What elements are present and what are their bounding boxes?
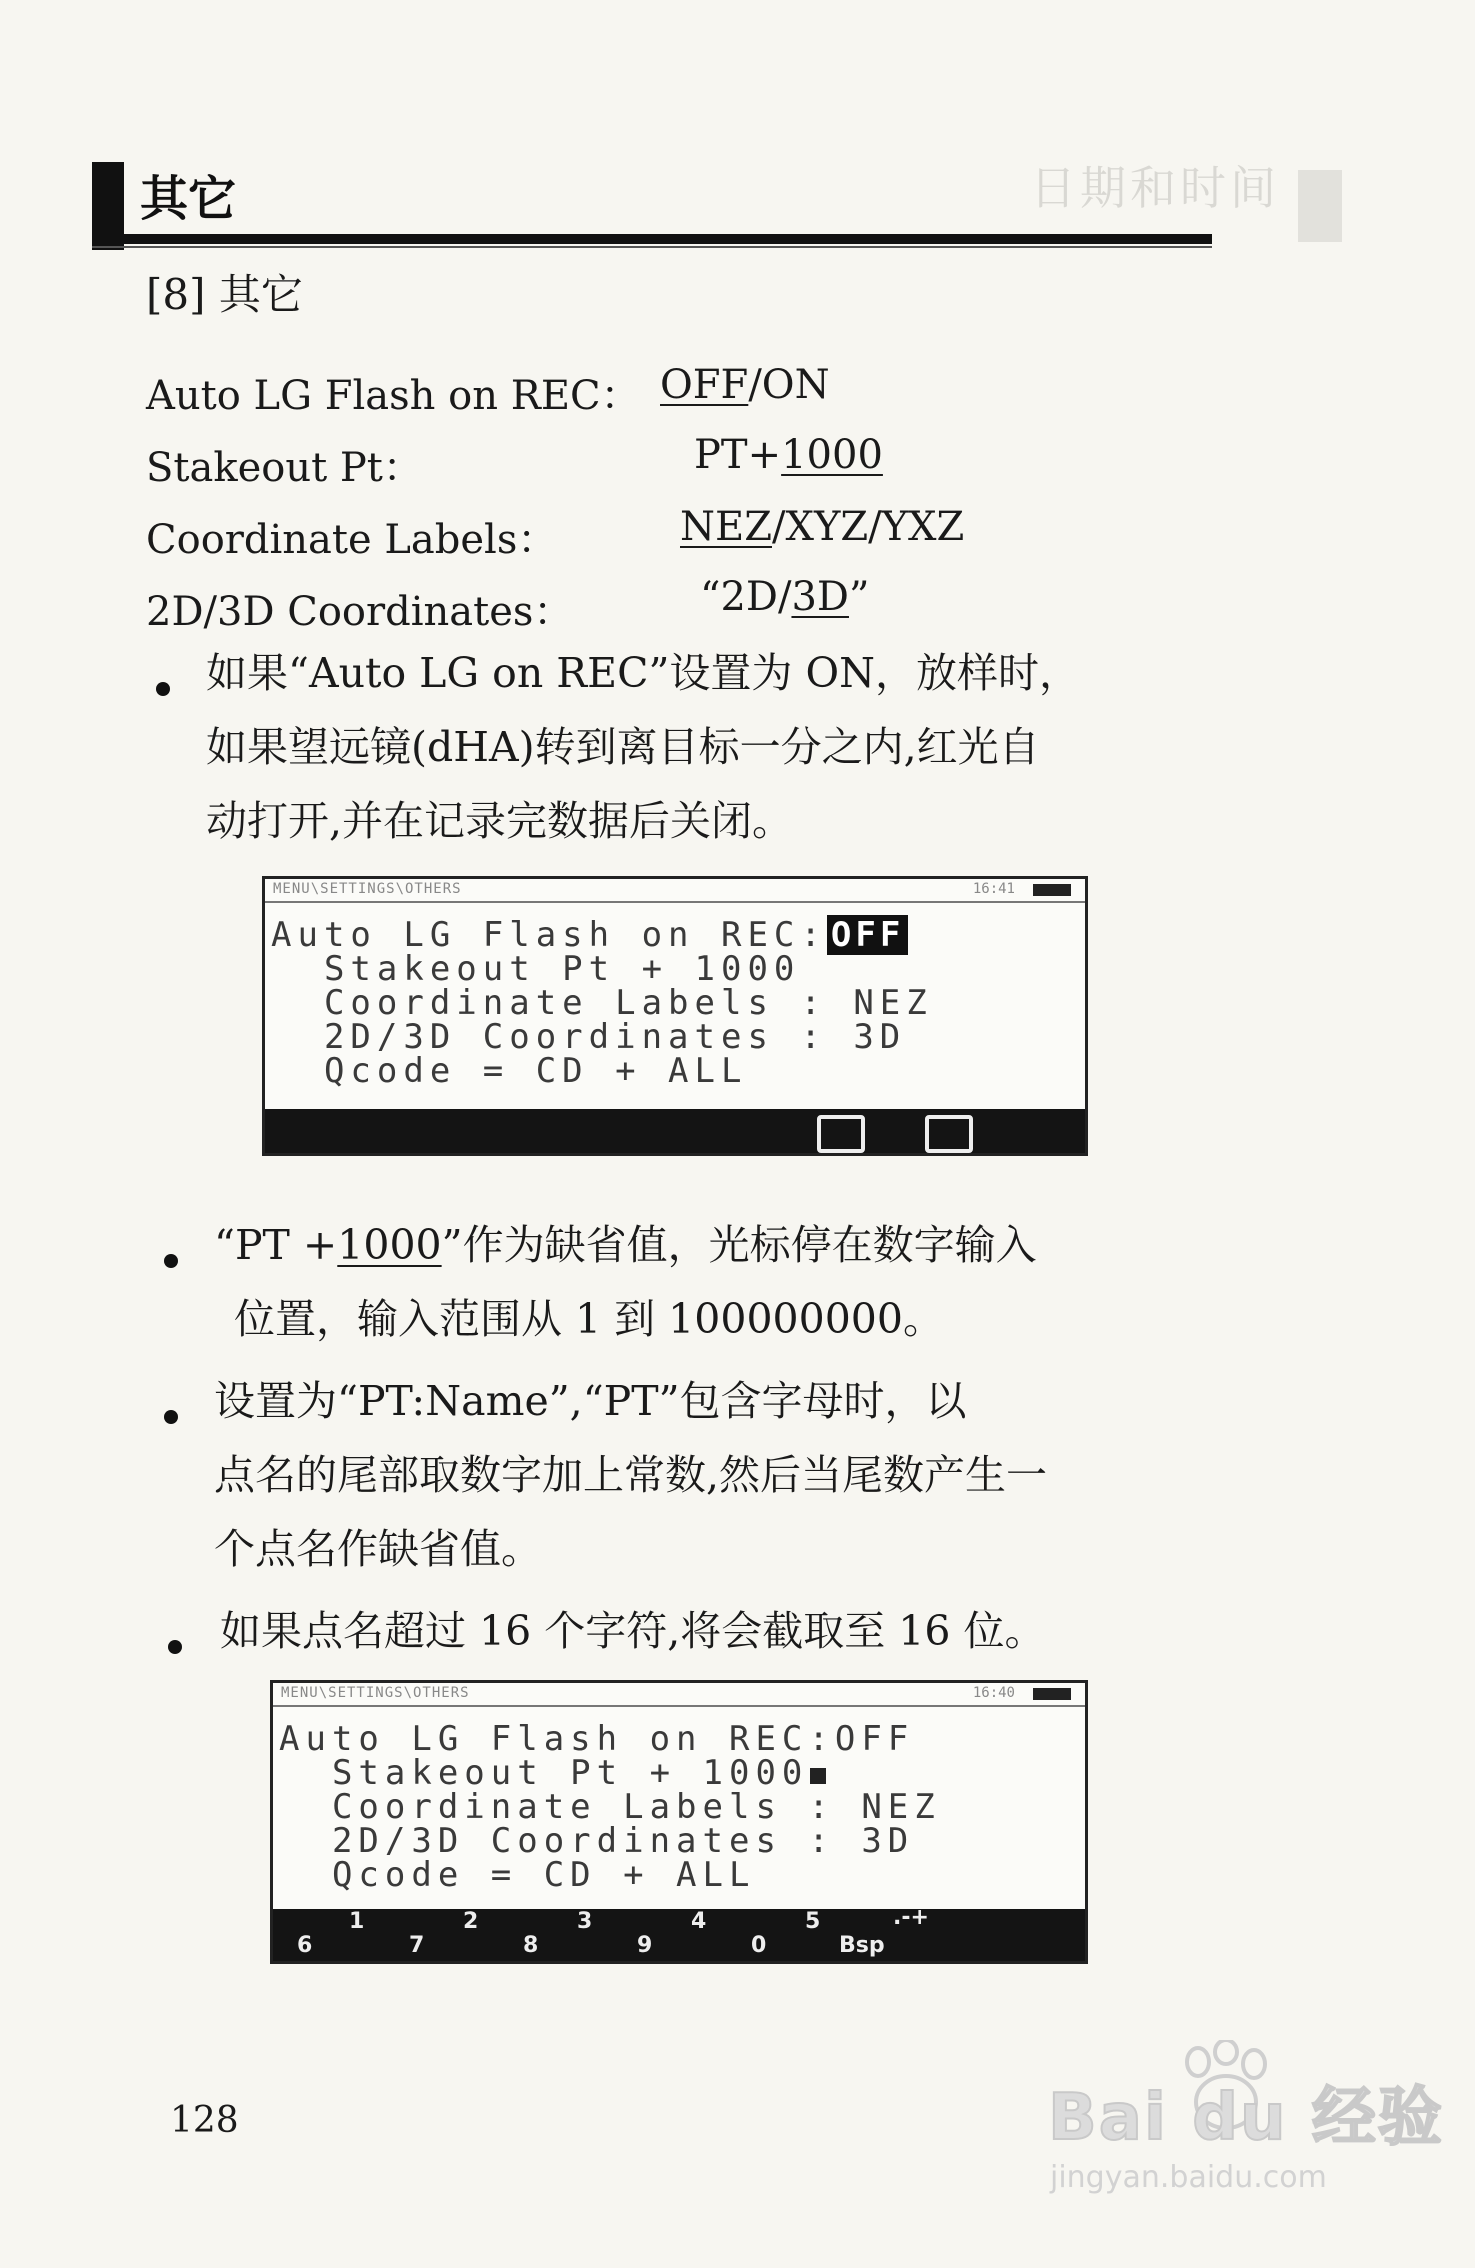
screen-line-label: Auto LG Flash on REC: [271,915,827,955]
default-value: 1000 [337,1221,442,1269]
header-rule [92,234,1212,244]
setting-value-coord-labels [680,504,964,550]
key-2[interactable]: 2 [463,1909,479,1934]
chapter-title: 其它 [140,171,237,227]
bullet-2-line-2: 位置，输入范围从 1 到 100000000。 [234,1295,944,1343]
key-7[interactable]: 7 [409,1933,425,1958]
battery-icon [1033,884,1071,896]
screen-line-stakeout[interactable]: Stakeout Pt + 1000 [271,949,801,989]
alt-values: /ON [748,362,830,408]
default-value: 3D [791,574,849,620]
bullet-1-line-1: 如果“Auto LG on REC”设置为 ON，放样时， [206,649,1080,697]
bullet-dot [168,1640,182,1654]
bullet-3-line-3: 个点名作缺省值。 [214,1525,542,1573]
numeric-key-bar [273,1905,1085,1961]
setting-label-stakeout: Stakeout Pt： [146,445,423,491]
default-value: NEZ [680,504,772,550]
bullet-3-text [214,1364,1284,1586]
selected-value-off[interactable]: OFF [827,915,908,955]
bullet-2-text [214,1208,1274,1356]
watermark-url: jingyan.baidu.com [1050,2160,1327,2195]
status-path: MENU\SETTINGS\OTHERS [273,881,462,897]
key-9[interactable]: 9 [637,1933,653,1958]
status-time: 16:40 [972,1685,1015,1701]
key-4[interactable]: 4 [691,1909,707,1934]
key-0[interactable]: 0 [751,1933,767,1958]
key-8[interactable]: 8 [523,1933,539,1958]
setting-label-2d3d: 2D/3D Coordinates： [146,589,574,635]
bullet-3-line-1: 设置为“PT:Name”,“PT”包含字母时，以 [214,1377,967,1425]
default-value: OFF [660,362,749,408]
bullet-3-line-2: 点名的尾部取数字加上常数,然后当尾数产生一 [214,1451,1048,1499]
return-key-icon[interactable] [817,1115,865,1153]
screen-line-coord-labels[interactable]: Coordinate Labels : NEZ [279,1787,941,1827]
text-cursor [810,1768,826,1784]
value-suffix: ” [848,574,870,620]
page-number: 128 [170,2100,239,2141]
line-rest: ”作为缺省值，光标停在数字输入 [441,1221,1037,1269]
setting-value-stakeout [694,432,883,478]
bleed-through-block [1298,170,1342,242]
battery-icon [1033,1688,1071,1700]
key-3[interactable]: 3 [577,1909,593,1934]
bullet-dot [164,1254,178,1268]
value-prefix: “2D/ [700,574,792,620]
screen-line-qcode[interactable]: Qcode = CD + ALL [279,1855,756,1895]
quote-prefix: “PT + [214,1221,338,1269]
screen-line-coord-labels[interactable]: Coordinate Labels : NEZ [271,983,933,1023]
watermark-brand: Bai du 经验 [1048,2081,1444,2155]
status-bar [273,1683,1085,1707]
header-rule-thin [92,246,1212,248]
value-prefix: PT+ [694,432,782,478]
key-1[interactable]: 1 [349,1909,365,1934]
instrument-screen-1 [262,876,1088,1156]
screen-line-2d3d[interactable]: 2D/3D Coordinates : 3D [271,1017,907,1057]
stakeout-input[interactable]: Stakeout Pt + 1000 [279,1753,809,1793]
screen-line-auto-lg[interactable]: Auto LG Flash on REC:OFF [279,1719,915,1759]
bleed-through-title: 日期和时间 [1030,161,1280,215]
screen-line-qcode[interactable]: Qcode = CD + ALL [271,1051,748,1091]
status-bar [265,879,1085,903]
default-value: 1000 [781,432,883,478]
key-6[interactable]: 6 [297,1933,313,1958]
instrument-screen-2 [270,1680,1088,1964]
screen-line-2d3d[interactable]: 2D/3D Coordinates : 3D [279,1821,915,1861]
bullet-4-text: 如果点名超过 16 个字符,将会截取至 16 位。 [220,1607,1046,1655]
alt-values: /XYZ/YXZ [772,504,965,550]
status-time: 16:41 [972,881,1015,897]
bullet-1-line-2: 如果望远镜(dHA)转到离目标一分之内,红光自 [206,723,1040,771]
setting-label-coord-labels: Coordinate Labels： [146,517,558,563]
bullet-dot [164,1410,178,1424]
enter-key-icon[interactable] [925,1115,973,1153]
setting-value-auto-lg [660,362,830,408]
bullet-1-text [206,636,1266,858]
status-path: MENU\SETTINGS\OTHERS [281,1685,470,1701]
key-backspace[interactable]: Bsp [839,1933,885,1958]
section-title: [8] 其它 [146,270,303,319]
function-key-bar [265,1109,1085,1153]
bullet-1-line-3: 动打开,并在记录完数据后关闭。 [206,797,794,845]
key-5[interactable]: 5 [805,1909,821,1934]
setting-value-2d3d [700,574,869,620]
bullet-dot [156,682,170,696]
key-sign[interactable]: .-+ [893,1905,929,1930]
bullet-2-line-1 [214,1208,1274,1282]
setting-label-auto-lg: Auto LG Flash on REC： [146,373,641,419]
